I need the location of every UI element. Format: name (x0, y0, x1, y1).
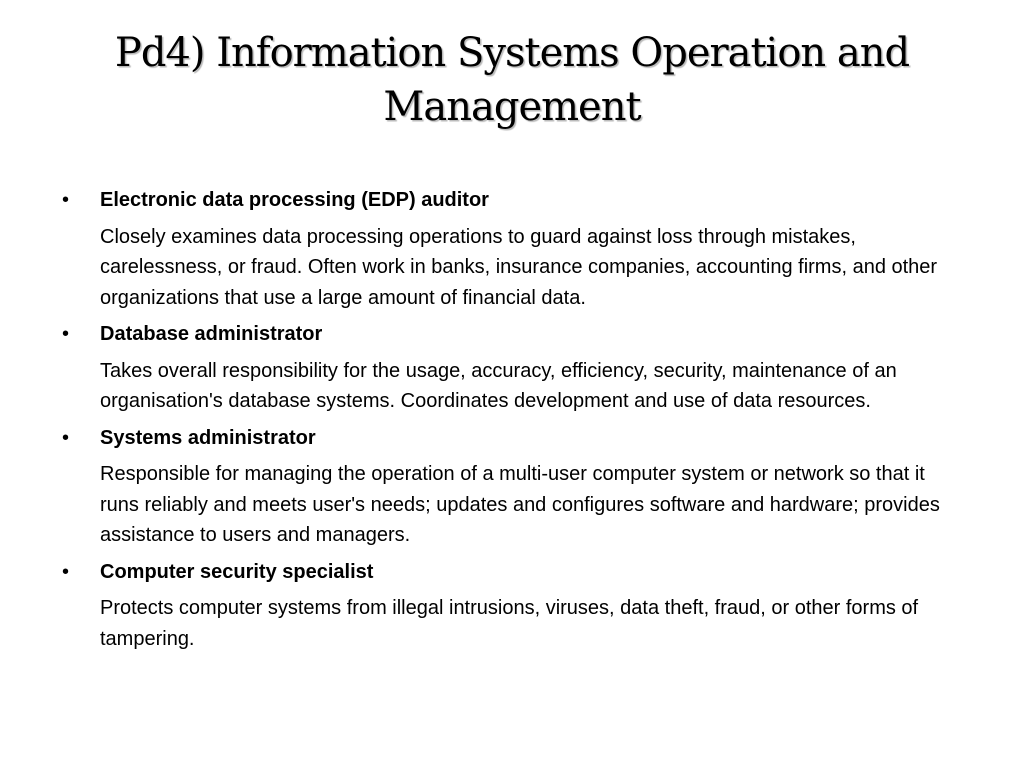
role-description: Takes overall responsibility for the usage, accuracy, efficiency, security, maintenance of an organisation's database systems. Coordinates development and use of data resources. (100, 359, 897, 412)
role-description: Protects computer systems from illegal intrusions, viruses, data theft, fraud, or other forms of tampering. (100, 597, 919, 650)
bullet-icon: • (62, 189, 70, 211)
role-title: Systems administrator (100, 426, 316, 449)
role-title: Database administrator (100, 323, 323, 345)
role-description: Responsible for managing the operation of a multi-user computer system or network so that it runs reliably and meets user's needs; updates and configures software and hardware; provides assistance to users and managers. (100, 463, 940, 546)
bullet-icon: • (62, 560, 70, 583)
bullet-list (62, 185, 962, 660)
role-title: Computer security specialist (100, 560, 374, 583)
role-title: Electronic data processing (EDP) auditor (100, 189, 489, 211)
list-item-computer-security-specialist (62, 557, 962, 655)
slide-title: Pd4) Information Systems Operation and Management (114, 30, 910, 130)
role-description: Closely examines data processing operations to guard against loss through mistakes, carelessness, or fraud. Often work in banks, insurance companies, accounting firms, and other organizations that use a large amount of financial data. (100, 225, 938, 309)
bullet-icon: • (62, 323, 70, 345)
list-item-systems-administrator (62, 423, 962, 551)
bullet-icon: • (62, 426, 70, 449)
list-item-edp-auditor (62, 185, 962, 313)
list-item-database-administrator (62, 319, 962, 417)
